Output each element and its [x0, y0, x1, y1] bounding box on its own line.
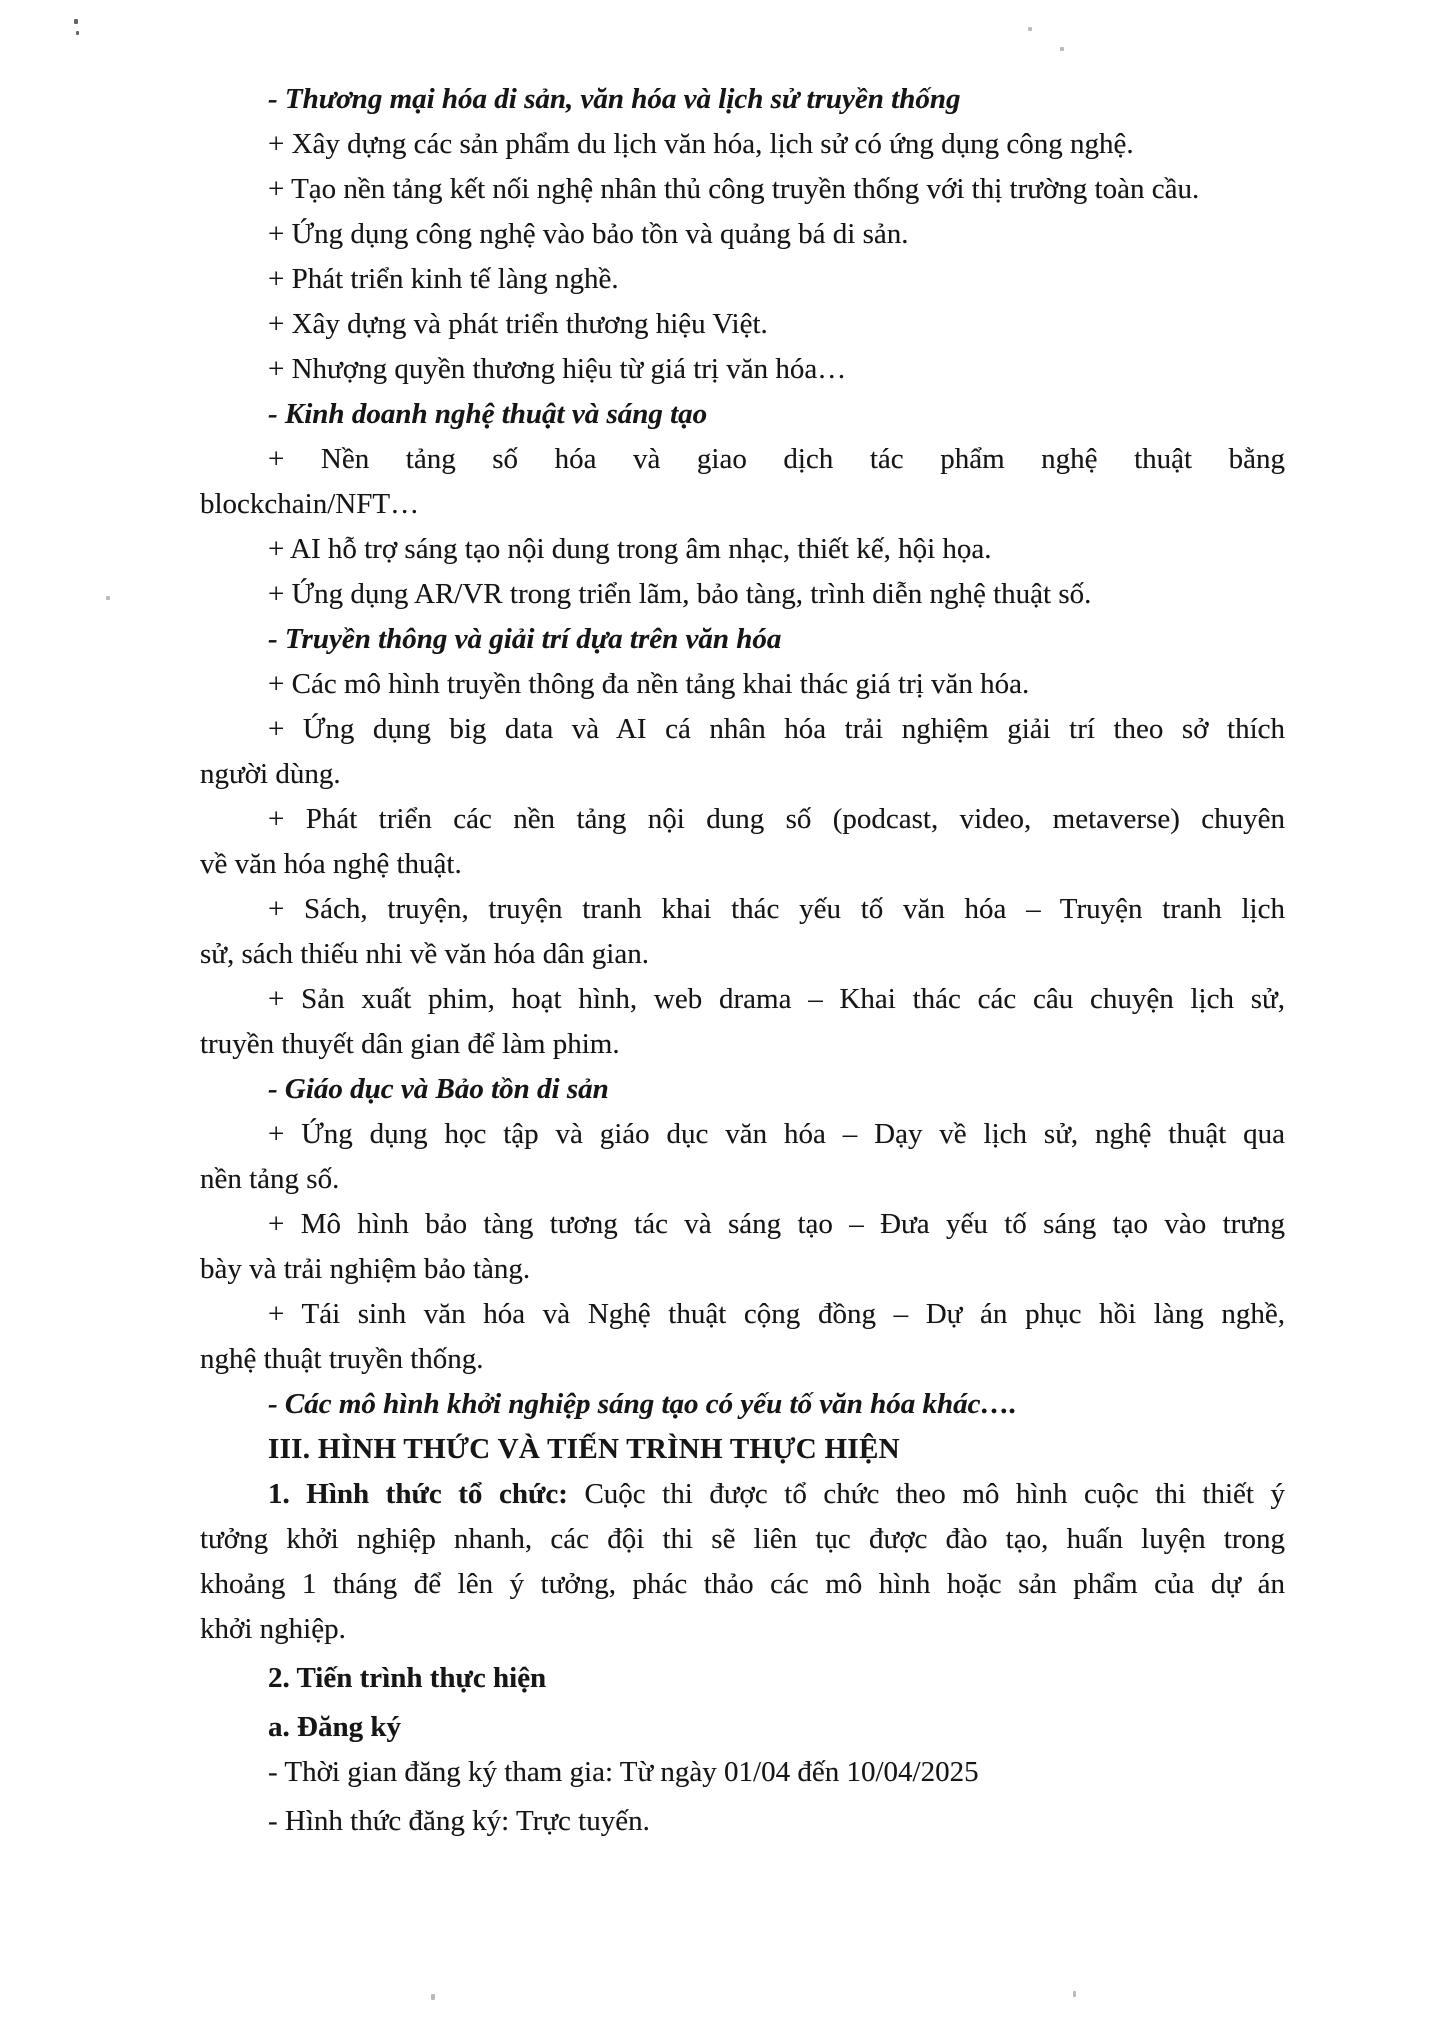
text-line: - Các mô hình khởi nghiệp sáng tạo có yếu tố văn hóa khác….: [268, 1388, 1017, 1420]
text-line: sử, sách thiếu nhi về văn hóa dân gian.: [200, 938, 649, 970]
paragraph: [200, 977, 1285, 1067]
text-line: - Thời gian đăng ký tham gia: Từ ngày 01/04 đến 10/04/2025: [268, 1756, 979, 1788]
paragraph: [200, 1202, 1285, 1292]
paragraph: [200, 77, 1285, 122]
paragraph: [200, 527, 1285, 572]
text-line: khởi nghiệp.: [200, 1613, 346, 1645]
paragraph: [200, 1382, 1285, 1427]
text-line: + Xây dựng và phát triển thương hiệu Việt.: [268, 308, 768, 340]
text-line: + Ứng dụng AR/VR trong triển lãm, bảo tàng, trình diễn nghệ thuật số.: [268, 578, 1092, 610]
paragraph: [200, 302, 1285, 347]
paragraph: [200, 707, 1285, 797]
text-line: + Sách, truyện, truyện tranh khai thác yếu tố văn hóa – Truyện tranh lịch: [268, 893, 1285, 925]
text-line: blockchain/NFT…: [200, 488, 420, 520]
text-line: III. HÌNH THỨC VÀ TIẾN TRÌNH THỰC HIỆN: [268, 1433, 900, 1465]
paragraph: [200, 572, 1285, 617]
paragraph: [200, 1067, 1285, 1112]
scan-artifact: [431, 1994, 435, 2000]
paragraph: [200, 257, 1285, 302]
text-line: + Sản xuất phim, hoạt hình, web drama – Khai thác các câu chuyện lịch sử,: [268, 983, 1285, 1015]
paragraph: [200, 797, 1285, 887]
scan-artifact: [1258, 729, 1262, 733]
paragraph: [200, 1292, 1285, 1382]
text-line: - Thương mại hóa di sản, văn hóa và lịch sử truyền thống: [268, 83, 961, 115]
text-line: + Xây dựng các sản phẩm du lịch văn hóa, lịch sử có ứng dụng công nghệ.: [268, 128, 1134, 160]
text-line: khoảng 1 tháng để lên ý tưởng, phác thảo các mô hình hoặc sản phẩm của dự án: [200, 1568, 1285, 1600]
text-line: + Phát triển các nền tảng nội dung số (podcast, video, metaverse) chuyên: [268, 803, 1285, 835]
scan-artifact: [1073, 1991, 1076, 1997]
text-line: + AI hỗ trợ sáng tạo nội dung trong âm nhạc, thiết kế, hội họa.: [268, 533, 992, 565]
paragraph: [200, 1472, 1285, 1652]
text-line: - Hình thức đăng ký: Trực tuyến.: [268, 1805, 650, 1837]
text-line: nghệ thuật truyền thống.: [200, 1343, 484, 1375]
text-line: - Truyền thông và giải trí dựa trên văn hóa: [268, 623, 782, 655]
text-line: - Giáo dục và Bảo tồn di sản: [268, 1073, 609, 1105]
scan-artifact: [1060, 47, 1064, 51]
text-line: + Tái sinh văn hóa và Nghệ thuật cộng đồng – Dự án phục hồi làng nghề,: [268, 1298, 1285, 1330]
scan-artifact: [1028, 27, 1032, 31]
text-line: nền tảng số.: [200, 1163, 340, 1195]
text-line: + Tạo nền tảng kết nối nghệ nhân thủ công truyền thống với thị trường toàn cầu.: [268, 173, 1200, 205]
text-line: về văn hóa nghệ thuật.: [200, 848, 462, 880]
text-line: a. Đăng ký: [268, 1711, 401, 1743]
bold-run: 1. Hình thức tổ chức:: [268, 1478, 568, 1510]
text-line: 1. Hình thức tổ chức: Cuộc thi được tổ chức theo mô hình cuộc thi thiết ý: [268, 1478, 1285, 1510]
text-line: + Ứng dụng công nghệ vào bảo tồn và quảng bá di sản.: [268, 218, 909, 250]
text-line: + Nhượng quyền thương hiệu từ giá trị văn hóa…: [268, 353, 847, 385]
scan-artifact: [74, 19, 78, 24]
paragraph: [200, 887, 1285, 977]
text-line: tưởng khởi nghiệp nhanh, các đội thi sẽ liên tục được đào tạo, huấn luyện trong: [200, 1523, 1285, 1555]
paragraph: [200, 212, 1285, 257]
text-line: + Nền tảng số hóa và giao dịch tác phẩm nghệ thuật bằng: [268, 443, 1285, 475]
paragraph: [200, 347, 1285, 392]
paragraph: [200, 167, 1285, 212]
scan-artifact: [76, 31, 79, 35]
text-line: + Mô hình bảo tàng tương tác và sáng tạo – Đưa yếu tố sáng tạo vào trưng: [268, 1208, 1285, 1240]
text-line: + Phát triển kinh tế làng nghề.: [268, 263, 619, 295]
paragraph: [200, 1656, 1285, 1701]
text-line: + Các mô hình truyền thông đa nền tảng khai thác giá trị văn hóa.: [268, 668, 1030, 700]
text-line: + Ứng dụng big data và AI cá nhân hóa trải nghiệm giải trí theo sở thích: [268, 713, 1285, 745]
paragraph: [200, 617, 1285, 662]
paragraph: [200, 1427, 1285, 1472]
scan-artifact: [106, 596, 110, 600]
text-line: người dùng.: [200, 758, 341, 790]
document-body: [200, 77, 1285, 1844]
text-line: truyền thuyết dân gian để làm phim.: [200, 1028, 620, 1060]
paragraph: [200, 1750, 1285, 1795]
paragraph: [200, 1705, 1285, 1750]
paragraph: [200, 122, 1285, 167]
paragraph: [200, 392, 1285, 437]
paragraph: [200, 1799, 1285, 1844]
text-line: 2. Tiến trình thực hiện: [268, 1662, 547, 1694]
paragraph: [200, 662, 1285, 707]
text-line: bày và trải nghiệm bảo tàng.: [200, 1253, 531, 1285]
paragraph: [200, 1112, 1285, 1202]
text-line: - Kinh doanh nghệ thuật và sáng tạo: [268, 398, 708, 430]
paragraph: [200, 437, 1285, 527]
text-line: + Ứng dụng học tập và giáo dục văn hóa – Dạy về lịch sử, nghệ thuật qua: [268, 1118, 1285, 1150]
